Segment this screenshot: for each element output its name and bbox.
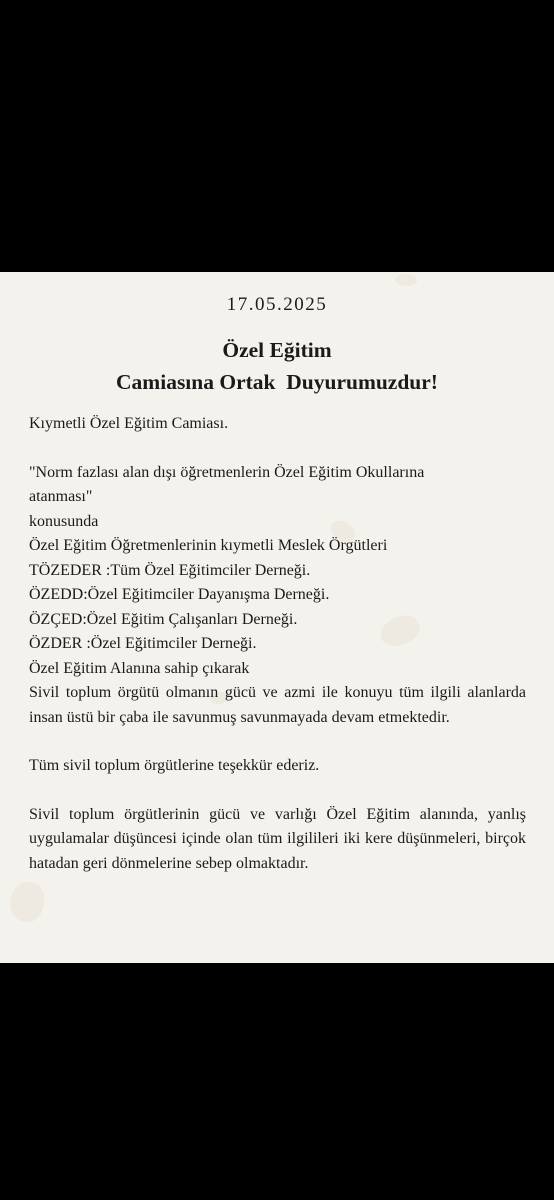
line-sahip-cikarak: Özel Eğitim Alanına sahip çıkarak [29,659,250,677]
announcement-document [0,272,554,963]
thanks-line: Tüm sivil toplum örgütlerine teşekkür ederiz. [29,757,320,774]
line-meslek-orgutleri: Özel Eğitim Öğretmenlerinin kıymetli Meslek Örgütleri [29,537,388,554]
line-ozedd: ÖZEDD:Özel Eğitimciler Dayanışma Derneği. [29,586,330,603]
background-petal [395,274,417,286]
line-tozeder: TÖZEDER :Tüm Özel Eğitimciler Derneği. [29,561,311,579]
document-body [29,412,526,876]
quote-line-1: "Norm fazlası alan dışı öğretmenlerin Özel Eğitim Okullarına [29,463,425,481]
title-line-1: Özel Eğitim [222,338,332,362]
title-line-2: Camiasına Ortak Duyurumuzdur! [116,370,438,394]
spacer [29,437,526,461]
quote-line-2: atanması" [29,488,93,505]
line-konusunda: konusunda [29,512,99,530]
paragraph-sivil-toplum: Sivil toplum örgütü olmanın gücü ve azmi ile konuyu tüm ilgili alanlarda insan üstü bir çaba ile savunmuş savunmayada devam etmektedir. [29,684,526,726]
document-title [0,334,554,398]
greeting: Kıymetli Özel Eğitim Camiası. [29,415,229,432]
spacer [29,779,526,803]
line-ozder: ÖZDER :Özel Eğitimciler Derneği. [29,635,257,652]
paragraph-final: Sivil toplum örgütlerinin gücü ve varlığı Özel Eğitim alanında, yanlış uygulamalar düşüncesi içinde olan tüm ilgilileri iki kere düşünmeleri, birçok hatadan geri dönmelerine sebep olmaktadır. [29,805,526,872]
document-date: 17.05.2025 [226,294,328,315]
background-petal [5,878,48,925]
spacer [29,730,526,754]
line-ozced: ÖZÇED:Özel Eğitim Çalışanları Derneği. [29,610,298,628]
